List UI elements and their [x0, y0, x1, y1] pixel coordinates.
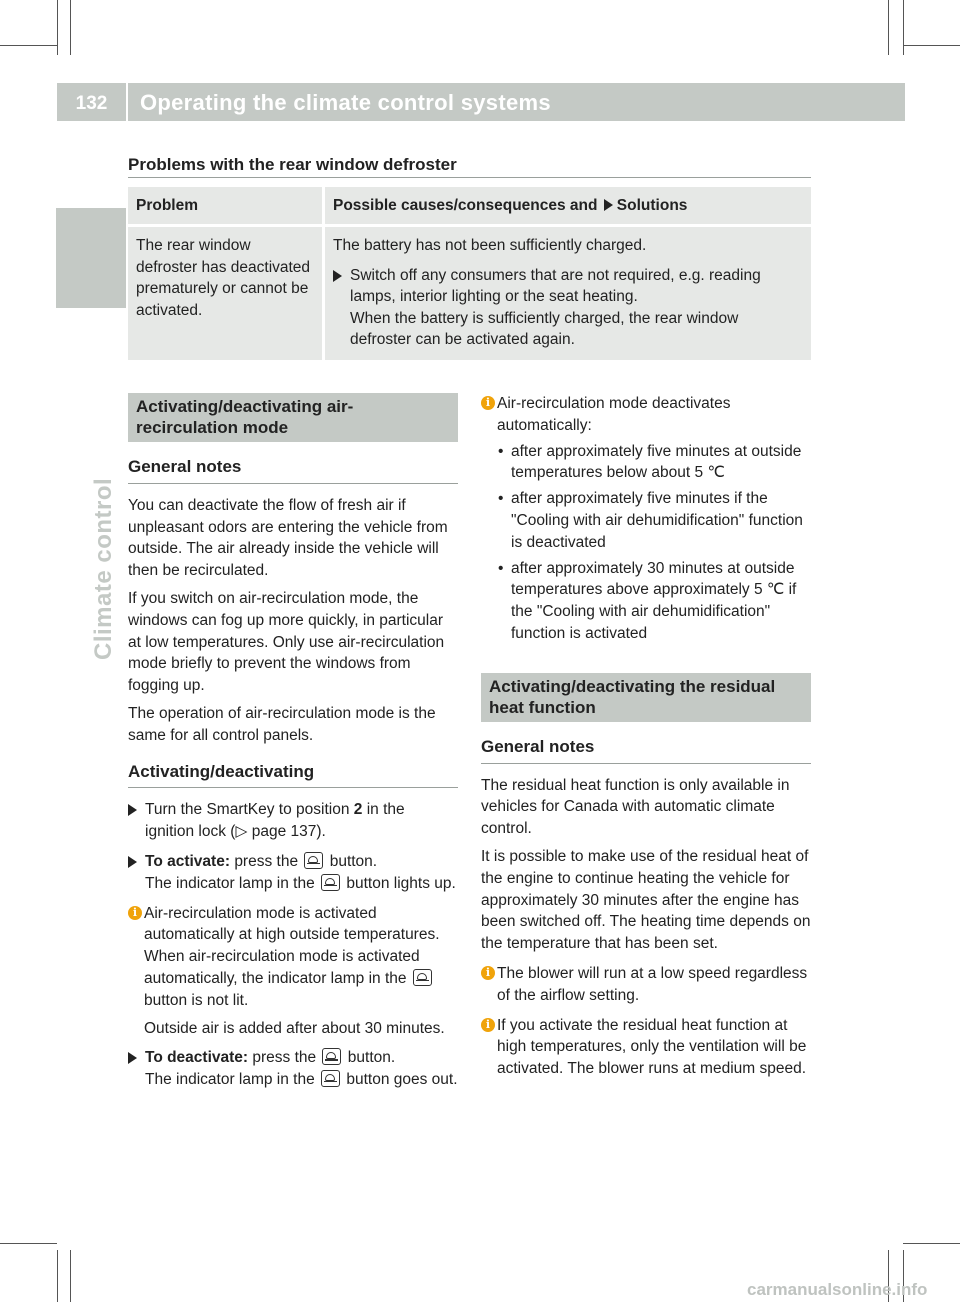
table-section-title: Problems with the rear window defroster [128, 155, 457, 174]
recirc-paragraph-3: The operation of air-recirculation mode is the same for all control panels. [128, 704, 436, 744]
arrow-right-icon [604, 199, 613, 211]
arrow-right-icon [333, 270, 342, 282]
crop-mark [57, 0, 58, 55]
recirc-deactivates-intro: Air-recirculation mode deactivates automatically: [497, 395, 731, 434]
residual-info-2: If you activate the residual heat function at high temperatures, only the ventilation will be activated. The blower runs at medium speed. [497, 1016, 807, 1078]
crop-mark [57, 1250, 58, 1302]
column-header-causes-text: Possible causes/consequences and [333, 197, 598, 214]
info-icon: i [481, 966, 495, 980]
crop-mark [70, 1250, 71, 1302]
info-1-text-c: Outside air is added after about 30 minutes. [144, 1019, 445, 1037]
step-1-page-ref[interactable]: page 137 [251, 823, 317, 841]
step-2-line2-b: button lights up. [346, 874, 456, 892]
solution-cell [325, 224, 811, 360]
residual-paragraph-2: It is possible to make use of the residual heat of the engine to continue heating the vehicle for approximately 30 minutes after the engine has been switched off. The heating time depends on the temperature that has been set. [481, 847, 811, 953]
list-item [497, 441, 811, 485]
spacer [481, 651, 811, 673]
step-1-text-b: in the ignition lock ( [145, 801, 405, 841]
solution-text-2: When the battery is sufficiently charged, the rear window defroster can be activated again. [350, 309, 739, 348]
column-header-solutions-text: Solutions [616, 197, 688, 214]
bullet-dot: • [498, 559, 504, 577]
list-item [497, 558, 811, 645]
step-3-text-a: press the [252, 1049, 317, 1067]
info-icon: i [481, 1018, 495, 1032]
activating-heading: Activating/deactivating [128, 761, 458, 789]
title-rule [128, 177, 811, 178]
recirc-heading: Activating/deactivating air-recirculation mode [128, 393, 458, 442]
side-tab [56, 208, 126, 308]
air-recirculation-icon [322, 1048, 341, 1065]
step-2-text-a: press the [234, 852, 299, 870]
info-icon: i [481, 396, 495, 410]
crop-mark [903, 45, 960, 46]
cause-text: The battery has not been sufficiently charged. [333, 237, 647, 254]
crop-mark [0, 45, 57, 46]
info-note [481, 963, 811, 1007]
air-recirculation-icon [304, 852, 323, 869]
residual-paragraph-1: The residual heat function is only available in vehicles for Canada with automatic climate control. [481, 776, 790, 838]
step-3-text-b: button. [347, 1049, 396, 1067]
info-1-text-b: button is not lit. [144, 991, 249, 1009]
problems-table [128, 187, 811, 360]
bullet-text: after approximately five minutes at outside temperatures below about 5 ℃ [511, 442, 802, 482]
info-note [128, 903, 458, 1040]
left-column [128, 393, 458, 1091]
step-1-position: 2 [353, 801, 363, 819]
bullet-dot: • [498, 490, 504, 508]
step-2 [128, 851, 458, 895]
crop-mark [0, 1243, 57, 1244]
solution-text-1: Switch off any consumers that are not required, e.g. reading lamps, interior lighting or the seat heating. [350, 266, 761, 305]
page-reference-icon: ▷ [235, 823, 252, 841]
residual-heading: Activating/deactivating the residual heat function [481, 673, 811, 722]
residual-info-1: The blower will run at a low speed regardless of the airflow setting. [497, 964, 808, 1004]
bullet-text: after approximately 30 minutes at outside temperatures above approximately 5 ℃ if the "Cooling with air dehumidification" function is activated [511, 559, 797, 642]
residual-general-notes-heading: General notes [481, 736, 811, 764]
bullet-text: after approximately five minutes if the "Cooling with air dehumidification" function is deactivated [511, 490, 803, 551]
watermark: carmanualsonline.info [747, 1280, 928, 1299]
right-column [481, 393, 811, 1086]
column-header-problem: Problem [128, 187, 325, 224]
info-note [481, 393, 811, 645]
step-1 [128, 799, 458, 843]
step-1-text-c: ). [316, 823, 326, 841]
side-label: Climate control [90, 477, 117, 660]
step-2-text-b: button. [329, 852, 378, 870]
table-row [128, 224, 811, 360]
arrow-right-icon [128, 1052, 137, 1064]
step-3-label: To deactivate: [145, 1049, 249, 1067]
arrow-right-icon [128, 804, 137, 816]
running-title: Operating the climate control systems [140, 90, 551, 115]
step-1-text-a: Turn the SmartKey to position [145, 801, 350, 819]
step-3 [128, 1047, 458, 1091]
page-number: 132 [75, 93, 108, 114]
info-icon: i [128, 906, 142, 920]
problem-cell: The rear window defroster has deactivated prematurely or cannot be activated. [128, 224, 325, 360]
recirc-general-notes-heading: General notes [128, 456, 458, 484]
recirc-paragraph-2: If you switch on air-recirculation mode, the windows can fog up more quickly, in particular at low temperatures. Only use air-recirculation mode briefly to prevent the windows from fogging up. [128, 589, 445, 695]
crop-mark [903, 1243, 960, 1244]
column-header-causes [325, 187, 811, 224]
header-divider [126, 55, 128, 121]
crop-mark [888, 0, 889, 55]
air-recirculation-icon [413, 969, 432, 986]
air-recirculation-icon [321, 1070, 340, 1087]
list-item [497, 488, 811, 553]
step-3-line2-a: The indicator lamp in the [145, 1071, 315, 1089]
table-header-row [128, 187, 811, 224]
air-recirculation-icon [321, 874, 340, 891]
arrow-right-icon [128, 856, 137, 868]
bullet-dot: • [498, 442, 504, 460]
step-3-line2-b: button goes out. [346, 1071, 458, 1089]
solution-step [333, 265, 803, 351]
step-2-label: To activate: [145, 852, 230, 870]
recirc-paragraph-1: You can deactivate the flow of fresh air if unpleasant odors are entering the vehicle from outside. The air already inside the vehicle will then be recirculated. [128, 496, 448, 580]
step-2-line2-a: The indicator lamp in the [145, 874, 315, 892]
info-1-text-a: Air-recirculation mode is activated automatically at high outside temperatures. When air-recirculation mode is activated automatically, the indicator lamp in the [144, 904, 440, 987]
info-note [481, 1015, 811, 1080]
crop-mark [70, 0, 71, 55]
crop-mark [903, 0, 904, 55]
